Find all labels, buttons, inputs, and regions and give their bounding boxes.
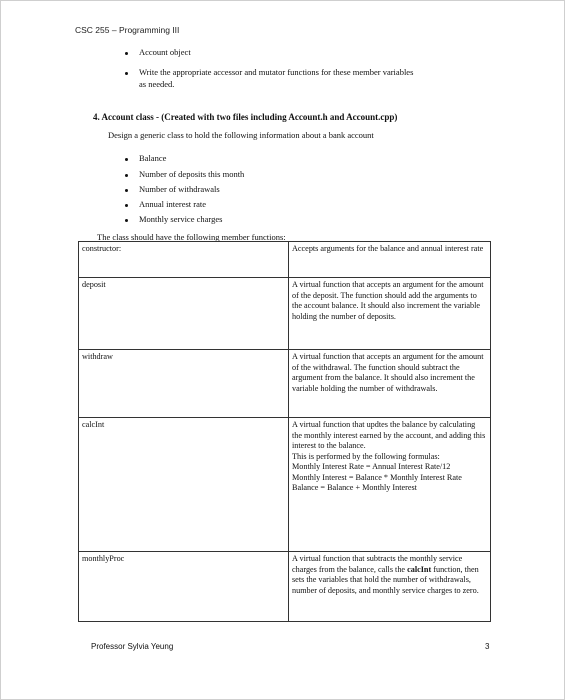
bullet-dot — [125, 204, 128, 207]
bullet-dot — [125, 72, 128, 75]
function-name: deposit — [79, 278, 289, 350]
table-row — [79, 350, 491, 418]
footer-page-number: 3 — [485, 642, 490, 651]
info-item-interest-rate: Annual interest rate — [139, 199, 207, 209]
section-subtitle: (Created with two files including Account.h and Account.cpp) — [161, 112, 398, 122]
bullet-dot — [125, 219, 128, 222]
function-description: Accepts arguments for the balance and annual interest rate — [289, 242, 491, 278]
section-title — [93, 112, 397, 122]
calcint-formula: Balance = Balance + Monthly Interest — [292, 483, 417, 492]
table-row — [79, 418, 491, 552]
monthlyproc-desc-pre: A virtual function that subtracts the monthly service charges from the balance, calls the — [292, 554, 463, 574]
function-description: A virtual function that accepts an argument for the amount of the deposit. The function should add the arguments to the account balance. It should also increment the variable holding the number of deposits. — [289, 278, 491, 350]
top-bullet-1: Account object — [139, 47, 191, 57]
bullet-dot — [125, 174, 128, 177]
footer-author: Professor Sylvia Yeung — [91, 642, 174, 651]
bullet-dot — [125, 52, 128, 55]
top-bullet-2: Write the appropriate accessor and mutator functions for these member variables — [139, 67, 414, 77]
monthlyproc-desc-bold: calcInt — [407, 564, 432, 574]
bullet-dot — [125, 158, 128, 161]
section-description: Design a generic class to hold the following information about a bank account — [108, 130, 374, 140]
info-item-service-charges: Monthly service charges — [139, 214, 223, 224]
member-functions-table — [78, 241, 491, 622]
bullet-dot — [125, 189, 128, 192]
table-row — [79, 552, 491, 622]
section-number: 4. — [93, 112, 100, 122]
member-functions-intro: The class should have the following member functions: — [97, 232, 286, 242]
function-description — [289, 418, 491, 552]
info-item-withdrawals: Number of withdrawals — [139, 184, 220, 194]
function-name: constructor: — [79, 242, 289, 278]
function-description: A virtual function that accepts an argument for the amount of the withdrawal. The function should subtract the argument from the balance. It should also increment the variable holding the number of withdrawals. — [289, 350, 491, 418]
page-header: CSC 255 – Programming III — [75, 25, 180, 35]
section-dash: - — [156, 112, 160, 122]
section-name: Account class — [101, 112, 154, 122]
calcint-desc-line: This is performed by the following formulas: — [292, 451, 440, 461]
function-name: monthlyProc — [79, 552, 289, 622]
calcint-formula: Monthly Interest Rate = Annual Interest Rate/12 — [292, 462, 451, 471]
function-name: withdraw — [79, 350, 289, 418]
calcint-formula: Monthly Interest = Balance * Monthly Interest Rate — [292, 472, 462, 482]
monthlyproc-desc-post: function, then sets the variables that hold the number of withdrawals, number of deposits, and monthly service charges to zero. — [292, 564, 479, 595]
function-description — [289, 552, 491, 622]
calcint-desc-line: A virtual function that updtes the balance by calculating the monthly interest earned by the account, and adding this interest to the balance. — [292, 420, 486, 450]
info-item-balance: Balance — [139, 153, 167, 163]
table-row — [79, 242, 491, 278]
top-bullet-2-cont: as needed. — [139, 79, 175, 89]
info-item-deposits: Number of deposits this month — [139, 169, 245, 179]
table-row — [79, 278, 491, 350]
function-name: calcInt — [79, 418, 289, 552]
